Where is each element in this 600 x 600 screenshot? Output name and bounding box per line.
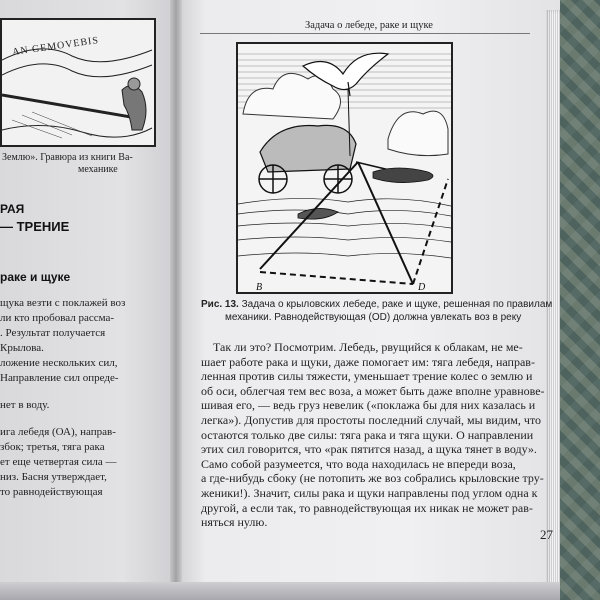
body-line: легка»). Допустив для простоты последний случай, мы видим, что	[201, 412, 542, 427]
caption-line: механики. Равнодействующая (OD) должна увлекать воз в реку	[225, 312, 522, 323]
body-line: Направление сил опреде-	[0, 372, 119, 384]
body-line: . Результат получается	[0, 327, 106, 339]
page-number: 27	[540, 527, 553, 542]
body-gap	[0, 386, 170, 398]
body-line: остаются только две силы: тяга рака и тяга щуки. О направлении	[201, 427, 534, 442]
section-subheading: раке и щуке	[0, 270, 71, 284]
body-line: няться нулю.	[201, 515, 268, 530]
body-line: збок; третья, тяга рака	[0, 441, 105, 453]
body-line: ложение нескольких сил,	[0, 357, 118, 369]
caption-text: Задача о крыловских лебеде, раке и щуке, решенная по правилам	[241, 299, 553, 310]
point-label-d: D	[418, 282, 426, 292]
running-header: Задача о лебеде, раке и щуке	[305, 20, 433, 31]
engraving-illustration	[0, 18, 156, 147]
left-body-text	[0, 296, 170, 500]
body-line: шивая его, — ведь груз невелик («поклажа бы для них казалась и	[201, 398, 536, 413]
body-line: Само собой разумеется, что вода находилась не впереди воза,	[201, 456, 516, 471]
body-gap	[0, 413, 170, 425]
body-line: этих сил говорится, что «рак пятится назад, а щука тянет в воду».	[201, 442, 537, 457]
body-line: ли кто пробовал рассма-	[0, 312, 115, 324]
left-caption-line: механике	[78, 164, 118, 175]
figure-caption	[201, 298, 553, 324]
header-rule	[200, 33, 530, 34]
caption-label: Рис. 13.	[201, 299, 239, 310]
point-label-b: B	[256, 282, 263, 292]
left-page	[0, 0, 175, 600]
swan-crayfish-pike-illustration	[236, 42, 453, 294]
left-caption-line: Землю». Гравюра из книги Ва-	[2, 152, 133, 163]
body-line: ига лебедя (ОА), направ-	[0, 426, 116, 438]
chapter-title: — ТРЕНИЕ	[0, 219, 70, 234]
body-line: ет еще четвертая сила —	[0, 456, 117, 468]
body-line: Крылова.	[0, 342, 44, 354]
body-line: об оси, облегчая тем вес воза, а может быть даже вполне уравнове-	[201, 383, 545, 398]
body-line: другой, а если так, то равнодействующая их никак не может рав-	[201, 500, 533, 515]
patterned-rug-edge	[560, 0, 600, 600]
caption-line	[201, 298, 553, 311]
body-line: Так ли это? Посмотрим. Лебедь, рвущийся к облакам, не ме-	[213, 340, 523, 354]
body-line: низ. Басня утверждает,	[0, 471, 107, 483]
body-line: нет в воду.	[0, 399, 50, 411]
body-line: шает работе рака и щуки, даже помогает им: тяга лебедя, направ-	[201, 354, 535, 369]
left-figure-caption	[0, 152, 160, 176]
right-body-text	[201, 340, 545, 530]
body-line: ленная против силы тяжести, уменьшает трение колес о землю и	[201, 369, 533, 384]
chapter-heading-fragment: РАЯ	[0, 202, 25, 216]
body-line: а где-нибудь сбоку (не потопить же воз собрались крыловские тру-	[201, 471, 544, 486]
book-bottom-edge	[0, 582, 560, 600]
engraving-banner-text: AN GEMOVEBIS	[11, 34, 100, 59]
body-line: то равнодействующая	[0, 486, 103, 498]
body-line: женики!). Значит, силы рака и щуки направлены под углом одна к	[201, 485, 538, 500]
body-line: щука везти с поклажей воз	[0, 297, 126, 309]
book-gutter	[170, 0, 182, 600]
